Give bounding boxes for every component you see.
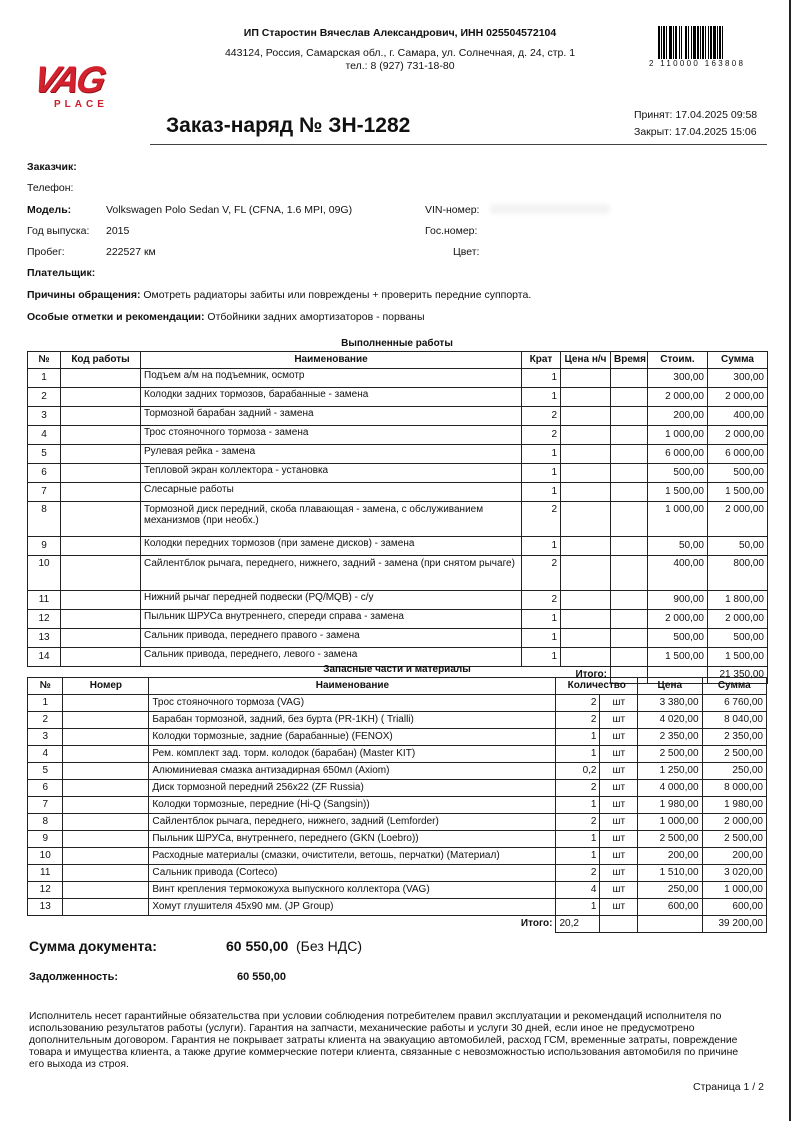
work-time [611,629,648,648]
parts-table-row [28,899,767,916]
work-krat: 1 [522,629,561,648]
work-name: Пыльник ШРУСа внутреннего, спереди справа - замена [141,610,522,629]
work-name: Слесарные работы [141,483,522,502]
row-number: 11 [28,865,63,882]
work-cost: 900,00 [648,591,708,610]
logo-subtitle: PLACE [54,99,108,110]
work-price-hour [561,483,611,502]
work-price-hour [561,369,611,388]
col-name: Наименование [141,352,522,369]
barcode-number: 2 110000 163808 [649,59,746,68]
col-sum: Сумма [708,352,768,369]
work-time [611,591,648,610]
vag-place-logo [29,59,140,112]
parts-table-row [28,695,767,712]
part-sum: 2 500,00 [702,831,766,848]
part-unit: шт [600,899,638,916]
works-table-row [28,591,768,610]
work-time [611,464,648,483]
work-time [611,388,648,407]
works-table-row [28,445,768,464]
work-krat: 2 [522,591,561,610]
parts-table-row [28,746,767,763]
work-name: Сайлентблок рычага, переднего, нижнего, задний - замена (при снятом рычаге) [141,556,522,591]
work-code [61,502,141,537]
work-krat: 1 [522,388,561,407]
page-edge-border [789,0,791,1121]
work-price-hour [561,426,611,445]
work-sum: 2 000,00 [708,502,768,537]
row-number: 5 [28,445,61,464]
part-unit: шт [600,831,638,848]
row-number: 4 [28,746,63,763]
row-number: 9 [28,537,61,556]
part-number [63,814,149,831]
row-number: 3 [28,729,63,746]
works-header-row [28,352,768,369]
work-cost: 2 000,00 [648,610,708,629]
work-cost: 50,00 [648,537,708,556]
col-part-number: Номер [63,678,149,695]
part-unit: шт [600,729,638,746]
work-sum: 500,00 [708,629,768,648]
document-sum-value: 60 550,00 [226,938,289,954]
work-code [61,556,141,591]
address-line: 443124, Россия, Самарская обл., г. Самара, ул. Солнечная, д. 24, стр. 1 [224,47,576,59]
reason-value: Омотреть радиаторы забиты или повреждены + проверить передние суппорта. [143,289,532,301]
part-price: 600,00 [638,899,702,916]
col-number: № [28,352,61,369]
work-name: Тормозной диск передний, скоба плавающая - замена, с обслуживанием механизмов (при необх.) [141,502,522,537]
part-sum: 600,00 [702,899,766,916]
barcode [648,26,760,68]
part-price: 3 380,00 [638,695,702,712]
part-price: 2 500,00 [638,746,702,763]
works-table-row [28,502,768,537]
row-number: 13 [28,899,63,916]
part-name: Пыльник ШРУСа, внутреннего, переднего (GKN (Loebro)) [149,831,556,848]
parts-table-row [28,865,767,882]
work-krat: 1 [522,610,561,629]
work-sum: 2 000,00 [708,426,768,445]
work-code [61,426,141,445]
col-time: Время [611,352,648,369]
logo-brand: VAG [29,59,107,100]
work-krat: 1 [522,537,561,556]
work-cost: 1 500,00 [648,648,708,667]
year-label: Год выпуска: [27,225,90,237]
customer-label: Заказчик: [27,161,77,173]
work-cost: 300,00 [648,369,708,388]
phone-line: тел.: 8 (927) 731-18-80 [345,60,455,72]
work-name: Колодки передних тормозов (при замене дисков) - замена [141,537,522,556]
reason-label: Причины обращения: [27,289,141,301]
work-name: Рулевая рейка - замена [141,445,522,464]
part-price: 1 980,00 [638,797,702,814]
work-name: Сальник привода, переднего, левого - замена [141,648,522,667]
warranty-text: Исполнитель несет гарантийные обязательства при условии соблюдения потребителем правил эксплуатации и рекомендаций исполнителя по использованию результатов работы (услуги). Гарантия на запчасти, механические работы и услуги 30 дней, если иное не предусмотрено дополнительным договором. Гарантия не покрывает затраты клиента на эвакуацию автомобилей, расход ГСМ, временные затраты, повреждение товара и имущества клиента, а также другие коммерческие потери клиента, связанные с невозможностью использования автомобиля по причине его выхода из строя. [29,1011,739,1070]
part-number [63,746,149,763]
part-quantity: 1 [556,899,600,916]
part-quantity: 2 [556,712,600,729]
work-sum: 1 500,00 [708,648,768,667]
row-number: 8 [28,814,63,831]
work-price-hour [561,629,611,648]
part-name: Винт крепления термокожуха выпускного коллектора (VAG) [149,882,556,899]
part-quantity: 2 [556,814,600,831]
work-price-hour [561,610,611,629]
debt-label: Задолженность: [29,971,118,983]
row-number: 3 [28,407,61,426]
parts-table-row [28,729,767,746]
work-name: Тормозной барабан задний - замена [141,407,522,426]
work-time [611,537,648,556]
work-code [61,629,141,648]
row-number: 6 [28,780,63,797]
col-quantity: Количество [556,678,638,695]
part-name: Сальник привода (Corteco) [149,865,556,882]
row-number: 12 [28,882,63,899]
part-price: 200,00 [638,848,702,865]
parts-table [27,677,767,933]
part-number [63,695,149,712]
work-name: Нижний рычаг передней подвески (PQ/MQB) - с/у [141,591,522,610]
work-code [61,610,141,629]
part-name: Расходные материалы (смазки, очистители, ветошь, перчатки) (Материал) [149,848,556,865]
work-krat: 1 [522,369,561,388]
part-number [63,899,149,916]
row-number: 6 [28,464,61,483]
work-sum: 50,00 [708,537,768,556]
work-name: Колодки задних тормозов, барабанные - замена [141,388,522,407]
work-price-hour [561,537,611,556]
work-cost: 500,00 [648,629,708,648]
row-number: 14 [28,648,61,667]
row-number: 11 [28,591,61,610]
part-unit: шт [600,848,638,865]
parts-total-qty: 20,2 [556,916,600,933]
works-total-sum: 21 350,00 [708,667,768,684]
work-price-hour [561,445,611,464]
part-name: Диск тормозной передний 256x22 (ZF Russia) [149,780,556,797]
work-sum: 800,00 [708,556,768,591]
row-number: 5 [28,763,63,780]
part-unit: шт [600,780,638,797]
row-number: 2 [28,712,63,729]
work-sum: 300,00 [708,369,768,388]
work-code [61,369,141,388]
part-sum: 2 500,00 [702,746,766,763]
part-sum: 2 000,00 [702,814,766,831]
work-cost: 400,00 [648,556,708,591]
row-number: 10 [28,556,61,591]
barcode-bars [658,26,725,60]
plate-label: Гос.номер: [425,225,478,237]
works-total-label: Итого: [575,669,607,681]
work-price-hour [561,556,611,591]
part-price: 1 250,00 [638,763,702,780]
mileage-label: Пробег: [27,246,65,258]
works-table-row [28,407,768,426]
work-sum: 400,00 [708,407,768,426]
part-sum: 2 350,00 [702,729,766,746]
parts-total-row [28,916,767,933]
part-price: 2 500,00 [638,831,702,848]
part-number [63,797,149,814]
works-table-row [28,537,768,556]
part-quantity: 1 [556,746,600,763]
part-quantity: 4 [556,882,600,899]
col-price: Цена [638,678,702,695]
work-cost: 1 000,00 [648,426,708,445]
closed-datetime: Закрыт: 17.04.2025 15:06 [634,126,757,138]
part-price: 2 350,00 [638,729,702,746]
work-time [611,483,648,502]
work-code [61,388,141,407]
parts-table-row [28,831,767,848]
page-number: Страница 1 / 2 [693,1081,764,1093]
work-time [611,610,648,629]
row-number: 7 [28,483,61,502]
vat-note: (Без НДС) [296,938,363,954]
part-unit: шт [600,712,638,729]
part-number [63,848,149,865]
col-sum: Сумма [702,678,766,695]
work-name: Подъем а/м на подъемник, осмотр [141,369,522,388]
part-sum: 8 040,00 [702,712,766,729]
work-sum: 2 000,00 [708,610,768,629]
phone-label: Телефон: [27,182,74,194]
work-price-hour [561,388,611,407]
work-code [61,407,141,426]
payer-label: Плательщик: [27,267,96,279]
work-code [61,445,141,464]
work-cost: 6 000,00 [648,445,708,464]
part-price: 1 510,00 [638,865,702,882]
part-price: 1 000,00 [638,814,702,831]
year-value: 2015 [106,225,130,237]
parts-table-row [28,848,767,865]
part-sum: 200,00 [702,848,766,865]
part-unit: шт [600,797,638,814]
work-code [61,537,141,556]
works-table-row [28,369,768,388]
work-time [611,502,648,537]
parts-header-row [28,678,767,695]
part-price: 4 020,00 [638,712,702,729]
part-price: 4 000,00 [638,780,702,797]
row-number: 1 [28,369,61,388]
part-quantity: 2 [556,865,600,882]
part-quantity: 1 [556,797,600,814]
part-name: Сайлентблок рычага, переднего, нижнего, задний (Lemforder) [149,814,556,831]
company-name: ИП Старостин Вячеслав Александрович, ИНН 025504572104 [243,27,557,39]
part-unit: шт [600,763,638,780]
mileage-value: 222527 км [106,246,156,258]
part-name: Барабан тормозной, задний, без бурта (PR-1KH) ( Trialli) [149,712,556,729]
part-number [63,712,149,729]
row-number: 4 [28,426,61,445]
work-krat: 1 [522,464,561,483]
work-time [611,407,648,426]
accepted-datetime: Принят: 17.04.2025 09:58 [634,109,758,121]
part-sum: 1 980,00 [702,797,766,814]
work-time [611,369,648,388]
notes-row [27,311,425,323]
debt-value: 60 550,00 [237,971,286,983]
work-sum: 2 000,00 [708,388,768,407]
work-price-hour [561,407,611,426]
part-quantity: 2 [556,780,600,797]
part-unit: шт [600,746,638,763]
part-number [63,780,149,797]
work-krat: 1 [522,445,561,464]
works-table-row [28,556,768,591]
work-code [61,464,141,483]
model-value: Volkswagen Polo Sedan V, FL (CFNA, 1.6 MPI, 09G) [106,204,353,216]
work-cost: 500,00 [648,464,708,483]
work-krat: 2 [522,426,561,445]
document-sum-label: Сумма документа: [29,938,157,954]
part-name: Рем. комплект зад. торм. колодок (барабан) (Master KIT) [149,746,556,763]
part-unit: шт [600,695,638,712]
part-number [63,763,149,780]
work-cost: 1 000,00 [648,502,708,537]
notes-value: Отбойники задних амортизаторов - порваны [207,311,425,323]
work-sum: 6 000,00 [708,445,768,464]
work-cost: 1 500,00 [648,483,708,502]
parts-total-sum: 39 200,00 [702,916,766,933]
row-number: 8 [28,502,61,537]
part-name: Трос стояночного тормоза (VAG) [149,695,556,712]
work-price-hour [561,502,611,537]
parts-table-row [28,797,767,814]
company-address [200,47,600,73]
work-cost: 200,00 [648,407,708,426]
work-code [61,591,141,610]
part-sum: 8 000,00 [702,780,766,797]
part-unit: шт [600,865,638,882]
parts-table-row [28,814,767,831]
model-label: Модель: [27,204,72,216]
col-name: Наименование [149,678,556,695]
part-name: Хомут глушителя 45x90 мм. (JP Group) [149,899,556,916]
col-work-code: Код работы [61,352,141,369]
col-cost: Стоим. [648,352,708,369]
work-krat: 1 [522,648,561,667]
part-quantity: 2 [556,695,600,712]
work-time [611,556,648,591]
part-number [63,865,149,882]
parts-total-label: Итого: [520,918,553,930]
works-table-row [28,388,768,407]
color-label: Цвет: [453,246,480,258]
reason-row [27,289,531,301]
row-number: 12 [28,610,61,629]
work-price-hour [561,591,611,610]
row-number: 7 [28,797,63,814]
work-price-hour [561,464,611,483]
vin-label: VIN-номер: [425,204,480,216]
work-code [61,483,141,502]
col-krat: Крат [522,352,561,369]
row-number: 2 [28,388,61,407]
part-quantity: 1 [556,831,600,848]
part-sum: 250,00 [702,763,766,780]
works-table-row [28,483,768,502]
title-divider [150,144,767,145]
part-unit: шт [600,882,638,899]
work-time [611,445,648,464]
part-sum: 3 020,00 [702,865,766,882]
works-table-row [28,426,768,445]
parts-table-row [28,780,767,797]
work-time [611,426,648,445]
part-quantity: 1 [556,729,600,746]
part-name: Алюминиевая смазка антизадирная 650мл (Axiom) [149,763,556,780]
works-section-title: Выполненные работы [341,338,453,349]
parts-section-title: Запасные части и материалы [323,664,471,675]
parts-table-row [28,763,767,780]
works-table [27,351,768,684]
row-number: 1 [28,695,63,712]
part-sum: 1 000,00 [702,882,766,899]
part-quantity: 1 [556,848,600,865]
work-krat: 2 [522,556,561,591]
part-price: 250,00 [638,882,702,899]
row-number: 9 [28,831,63,848]
row-number: 13 [28,629,61,648]
work-sum: 500,00 [708,464,768,483]
parts-table-row [28,712,767,729]
works-table-row [28,629,768,648]
part-number [63,882,149,899]
works-table-row [28,464,768,483]
work-krat: 2 [522,502,561,537]
part-sum: 6 760,00 [702,695,766,712]
page-title: Заказ-наряд № ЗН-1282 [166,114,411,137]
work-krat: 2 [522,407,561,426]
vin-value-redacted [490,204,610,217]
notes-label: Особые отметки и рекомендации: [27,311,205,323]
work-sum: 1 500,00 [708,483,768,502]
work-krat: 1 [522,483,561,502]
work-name: Сальник привода, переднего правого - замена [141,629,522,648]
row-number: 10 [28,848,63,865]
col-price-hour: Цена н/ч [561,352,611,369]
works-table-row [28,610,768,629]
work-sum: 1 800,00 [708,591,768,610]
work-name: Трос стояночного тормоза - замена [141,426,522,445]
col-number: № [28,678,63,695]
work-cost: 2 000,00 [648,388,708,407]
parts-table-row [28,882,767,899]
part-number [63,729,149,746]
part-name: Колодки тормозные, передние (Hi-Q (Sangsin)) [149,797,556,814]
part-name: Колодки тормозные, задние (барабанные) (FENOX) [149,729,556,746]
part-quantity: 0,2 [556,763,600,780]
part-number [63,831,149,848]
work-name: Тепловой экран коллектора - установка [141,464,522,483]
part-unit: шт [600,814,638,831]
